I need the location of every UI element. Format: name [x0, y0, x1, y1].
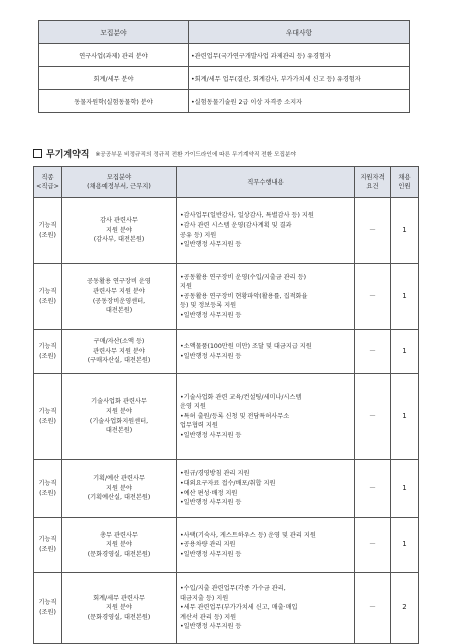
job-requirement: －	[355, 330, 391, 374]
job-requirement: －	[355, 573, 391, 644]
job-field	[62, 264, 177, 330]
job-duties-line: •일반행정 사무지원 등	[180, 550, 242, 558]
job-duties-line: •공용차량 관리 지원	[180, 541, 236, 549]
job-category-line: 기능직	[38, 599, 57, 607]
job-duties-line: •일반행정 사무지원 등	[180, 241, 242, 249]
job-duties	[177, 573, 355, 644]
job-duties	[177, 374, 355, 460]
job-duties	[177, 264, 355, 330]
preference-text: •회계/세무 업무(결산, 회계감사, 부가가치세 신고 등) 유경험자	[189, 67, 410, 90]
job-duties-line: 계산서 관리 등) 지원	[180, 613, 237, 621]
job-duties-line: •일반행정 사무지원 등	[180, 499, 242, 507]
job-category	[34, 460, 62, 518]
job-field-line: 구매/자산(소액 등)	[93, 338, 145, 346]
job-field	[62, 573, 177, 644]
job-duties-line: •공동활용 연구장비 운영(수입/지출금 관리 등)	[180, 273, 307, 281]
preference-field: 연구사업(과제) 관리 분야	[39, 44, 189, 67]
job-duties-line: 대금지출 등) 지원	[180, 594, 229, 602]
job-field-line: 지원 분야	[106, 226, 132, 234]
header-count-line: 인원	[398, 183, 411, 190]
job-duties	[177, 518, 355, 573]
job-field-line: (기획예산실, 대전본원)	[87, 494, 151, 502]
job-field-line: (구매자산실, 대전본원)	[87, 357, 151, 365]
job-category-line: (조원)	[39, 489, 56, 497]
job-field	[62, 374, 177, 460]
job-duties-line: •일반행정 사무지원 등	[180, 311, 242, 319]
preference-header-preference: 우대사항	[189, 21, 410, 44]
job-field-line: 관련사무 지원 분야	[93, 287, 145, 295]
header-category	[34, 167, 62, 198]
job-category-line: 기능직	[38, 221, 57, 229]
job-field-line: 지원 분야	[106, 604, 132, 612]
job-requirement: －	[355, 374, 391, 460]
header-field-line: (채용예정부서, 근무지)	[87, 183, 151, 190]
job-count: 1	[391, 374, 419, 460]
header-field	[62, 167, 177, 198]
header-category-line: <직급>	[36, 183, 59, 190]
table-row	[39, 44, 410, 67]
job-category-line: 기능직	[38, 342, 57, 350]
header-requirement	[355, 167, 391, 198]
job-field-line: (문화경영실, 대전본원)	[87, 550, 151, 558]
job-duties-line: 등) 및 정보등록 지원	[180, 302, 237, 310]
job-category-line: (조원)	[39, 297, 56, 305]
section-note: ※공공부문 비정규직의 정규직 전환 가이드라인에 따른 무기계약직 전환 모집분야	[95, 151, 297, 158]
job-count: 2	[391, 573, 419, 644]
job-duties-line: •공동활용 연구장비 현황파악(활용률, 집적화율	[180, 292, 308, 300]
job-category-line: (조원)	[39, 231, 56, 239]
checkbox-square-icon	[33, 149, 42, 158]
job-header-row	[34, 167, 419, 198]
job-field-line: 공동활용 연구장비 운영	[87, 278, 151, 286]
table-row	[34, 374, 419, 460]
job-duties-line: •일반행정 사무지원 등	[180, 623, 242, 631]
job-field-line: 관련사무 지원 분야	[93, 347, 145, 355]
job-duties	[177, 198, 355, 264]
table-row	[34, 573, 419, 644]
job-count: 1	[391, 518, 419, 573]
job-duties-line: •원규/경영방침 관리 지원	[180, 470, 250, 478]
job-duties-line: •일반행정 사무지원 등	[180, 352, 242, 360]
job-field-line: 대전본원)	[105, 427, 133, 435]
job-duties	[177, 330, 355, 374]
job-category-line: 기능직	[38, 536, 57, 544]
job-field	[62, 460, 177, 518]
job-category-line: (조원)	[39, 609, 56, 616]
job-count: 1	[391, 330, 419, 374]
job-field-line: (기술사업화지원센터,	[89, 417, 149, 425]
job-duties-line: •감사 관련 시스템 운영(감사계획 및 결과	[180, 221, 292, 229]
preference-field: 동물자원학(실험동물학) 분야	[39, 90, 189, 113]
job-requirement: －	[355, 198, 391, 264]
preference-header-field: 모집분야	[39, 21, 189, 44]
job-category-line: 기능직	[38, 407, 57, 415]
job-duties	[177, 460, 355, 518]
job-field-line: 회계/세무 관련사무	[93, 594, 145, 602]
header-category-line: 직종	[41, 174, 54, 181]
job-duties-line: •감사업무(일반감사, 일상감사, 특별감사 등) 지원	[180, 212, 314, 220]
job-duties-line: •기술사업화 관련 교육/컨설팅/세미나/시스템	[180, 393, 302, 401]
table-row	[39, 67, 410, 90]
job-duties-line: 운영 지원	[180, 403, 206, 411]
header-requirement-line: 요건	[366, 183, 379, 190]
job-field	[62, 518, 177, 573]
preference-text: •실험동물기술원 2급 이상 자격증 소지자	[189, 90, 410, 113]
job-count: 1	[391, 460, 419, 518]
job-field-line: 기획/예산 관련사무	[93, 475, 145, 483]
job-duties-line: •소액물품(100만원 미만) 조달 및 대금지급 지원	[180, 342, 312, 350]
job-count: 1	[391, 264, 419, 330]
job-duties-line: •세무 관련업무(부가가치세 신고, 매출·매입	[180, 604, 298, 612]
job-table	[33, 166, 419, 644]
job-category	[34, 518, 62, 573]
job-field-line: (문화경영실, 대전본원)	[87, 613, 151, 621]
job-duties-line: •예산 편성·배정 지원	[180, 489, 238, 497]
job-duties-line: •사택(기숙사, 게스트하우스 등) 운영 및 관리 지원	[180, 531, 316, 539]
header-duties-line: 직무수행내용	[247, 178, 284, 186]
job-category	[34, 330, 62, 374]
job-category-line: (조원)	[39, 546, 56, 553]
job-field-line: 감사 관련사무	[100, 217, 138, 225]
job-duties-line: •일반행정 사무지원 등	[180, 431, 242, 439]
preference-table	[38, 20, 410, 113]
job-duties-line: •대외요구자료 접수/배포/취합 지원	[180, 479, 276, 487]
job-category-line: (조원)	[39, 352, 56, 360]
table-row	[34, 264, 419, 330]
job-category-line: 기능직	[38, 287, 57, 295]
section-heading	[33, 146, 296, 160]
job-duties-line: •특허 출원/등록 신청 및 전담특허사무소	[180, 412, 290, 420]
job-field-line: 기술사업화 관련사무	[91, 398, 147, 406]
header-requirement-line: 지원자격	[360, 174, 385, 181]
job-category	[34, 264, 62, 330]
job-duties-line: 업무협력 지원	[180, 422, 218, 430]
header-field-line: 모집분야	[106, 174, 132, 181]
job-category	[34, 573, 62, 644]
job-field-line: 지원 분야	[106, 407, 132, 415]
table-row	[34, 518, 419, 573]
job-field-line: 지원 분야	[106, 541, 132, 549]
job-requirement: －	[355, 264, 391, 330]
job-category-line: (조원)	[39, 417, 56, 425]
job-field-line: (감사부, 대전본원)	[93, 236, 145, 244]
job-table-body	[34, 198, 419, 644]
job-requirement: －	[355, 460, 391, 518]
job-field	[62, 198, 177, 264]
job-duties-line: 지원	[180, 283, 192, 291]
job-field-line: (공동장비운영센터,	[92, 297, 146, 305]
preference-text: •관련업무(국가연구개발사업 과제관리 등) 유경험자	[189, 44, 410, 67]
job-count: 1	[391, 198, 419, 264]
job-duties-line: 공유 등) 지원	[180, 231, 217, 239]
section-title: 무기계약직	[46, 149, 90, 160]
job-field-line: 대전본원)	[105, 307, 133, 315]
job-duties-line: •수입/지출 관련업무(각종 가수금 관리,	[180, 585, 286, 593]
job-category	[34, 198, 62, 264]
preference-header-row	[39, 21, 410, 44]
job-field-line: 지원 분야	[106, 484, 132, 492]
table-row	[34, 198, 419, 264]
job-field-line: 총무 관련사무	[100, 531, 138, 539]
table-row	[39, 90, 410, 113]
table-row	[34, 460, 419, 518]
job-requirement: －	[355, 518, 391, 573]
job-field	[62, 330, 177, 374]
table-row	[34, 330, 419, 374]
job-category	[34, 374, 62, 460]
header-count-line: 채용	[398, 174, 411, 181]
preference-field: 회계/세무 분야	[39, 67, 189, 90]
header-count	[391, 167, 419, 198]
header-duties	[177, 167, 355, 198]
job-category-line: 기능직	[38, 479, 57, 487]
